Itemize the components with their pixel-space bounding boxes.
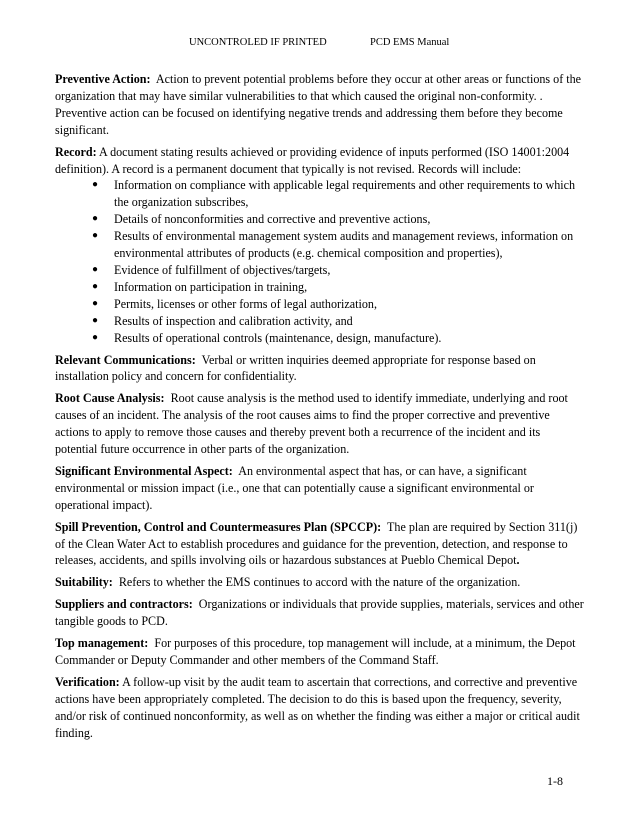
- bullet-icon: ●: [92, 230, 99, 242]
- record-bullet-list: [55, 177, 585, 346]
- definition-record: [55, 144, 585, 178]
- page-header: [0, 37, 638, 53]
- definition-significant-aspect: [55, 463, 585, 514]
- list-item: ● Permits, licenses or other forms of legal authorization,: [92, 296, 377, 311]
- bullet-icon: ●: [92, 297, 99, 309]
- list-item: ● Evidence of fulfillment of objectives/targets,: [92, 262, 331, 277]
- definition-verification: [55, 674, 585, 742]
- bullet-icon: ●: [92, 263, 99, 275]
- definition-text-top-management: For purposes of this procedure, top management will include, at a minimum, the Depot Commander or Deputy Commander and other members of the Command Staff.: [55, 636, 576, 667]
- header-uncontrolled-notice: UNCONTROLED IF PRINTED: [189, 37, 327, 48]
- term-spcc: Spill Prevention, Control and Countermeasures Plan (SPCCP):: [55, 519, 382, 534]
- definition-text-significant-aspect: An environmental aspect that has, or can have, a significant environmental or mission impact (i.e., one that can potentially cause a significant environmental or operational impact).: [55, 463, 534, 512]
- definition-text-suitability: Refers to whether the EMS continues to accord with the nature of the organization.: [118, 575, 521, 590]
- bullet-icon: ●: [92, 280, 99, 292]
- definitions-content: [55, 71, 585, 747]
- definition-end-period: .: [516, 553, 520, 568]
- definition-text-spcc: The plan are required by Section 311(j) of the Clean Water Act to establish procedures and guidance for the prevention, detection, and response to releases, accidents, and spills involving oils or hazardous substances at Pueblo Chemical Depot: [55, 519, 578, 568]
- definition-preventive-action: [55, 71, 585, 139]
- term-suitability: Suitability:: [55, 575, 113, 590]
- list-item: ● Results of operational controls (maintenance, design, manufacture).: [92, 330, 442, 345]
- bullet-icon: ●: [92, 314, 99, 326]
- term-preventive-action: Preventive Action:: [55, 72, 151, 86]
- term-significant-aspect: Significant Environmental Aspect:: [55, 463, 233, 478]
- definition-text-relevant-communications: Verbal or written inquiries deemed appropriate for response based on installation policy and concern for confidentiality.: [55, 352, 536, 384]
- list-item: ● Information on compliance with applicable legal requirements and other requirements to which the organization subscribes,: [92, 178, 576, 210]
- page-number: 1-8: [547, 774, 563, 788]
- definition-text-suppliers: Organizations or individuals that provide supplies, materials, services and other tangible goods to PCD.: [55, 597, 584, 629]
- list-item: ● Results of inspection and calibration activity, and: [92, 313, 353, 328]
- list-item: ● Details of nonconformities and corrective and preventive actions,: [92, 212, 431, 227]
- definition-spcc: [55, 519, 585, 570]
- bullet-icon: ●: [92, 331, 99, 343]
- definition-root-cause-analysis: [55, 390, 585, 458]
- term-suppliers: Suppliers and contractors:: [55, 597, 193, 612]
- definition-text-verification: A follow-up visit by the audit team to ascertain that corrections, and corrective and preventive actions have been appropriately completed. The decision to do this is based upon the frequency, severity, and/or risk of continued nonconformity, as well as on whether the finding was either a major or critical audit finding.: [55, 674, 580, 740]
- definition-relevant-communications: [55, 352, 585, 386]
- definition-text-record: A document stating results achieved or providing evidence of inputs performed (ISO 14001:2004 definition). A record is a permanent document that typically is not revised. Records will include:: [55, 144, 570, 176]
- header-manual-title: PCD EMS Manual: [370, 37, 450, 48]
- list-item: ● Results of environmental management system audits and management reviews, information on environmental attributes of products (e.g. chemical composition and properties),: [92, 229, 574, 261]
- definition-text-preventive-action: Action to prevent potential problems before they occur at other areas or functions of the organization that may have similar vulnerabilities to that which caused the original non-conformity. . Preventive action can be focused on identifying negative trends and addressing them before they become significant.: [55, 72, 582, 137]
- term-top-management: Top management:: [55, 636, 149, 651]
- definition-text-root-cause-analysis: Root cause analysis is the method used to identify immediate, underlying and root causes of an incident. The analysis of the root causes aims to find the proper corrective and preventive actions to apply to remove those causes and thereby prevent both a recurrence of the incident and its potential future occurrence in other parts of the organization.: [55, 391, 568, 457]
- definition-suppliers: [55, 596, 585, 630]
- bullet-icon: ●: [92, 179, 99, 191]
- term-verification: Verification:: [55, 674, 120, 689]
- term-record: Record:: [55, 144, 97, 159]
- definition-top-management: [55, 635, 585, 669]
- definition-suitability: [55, 574, 585, 591]
- term-root-cause-analysis: Root Cause Analysis:: [55, 391, 165, 406]
- term-relevant-communications: Relevant Communications:: [55, 352, 196, 367]
- list-item: ● Information on participation in training,: [92, 279, 308, 294]
- bullet-icon: ●: [92, 213, 99, 225]
